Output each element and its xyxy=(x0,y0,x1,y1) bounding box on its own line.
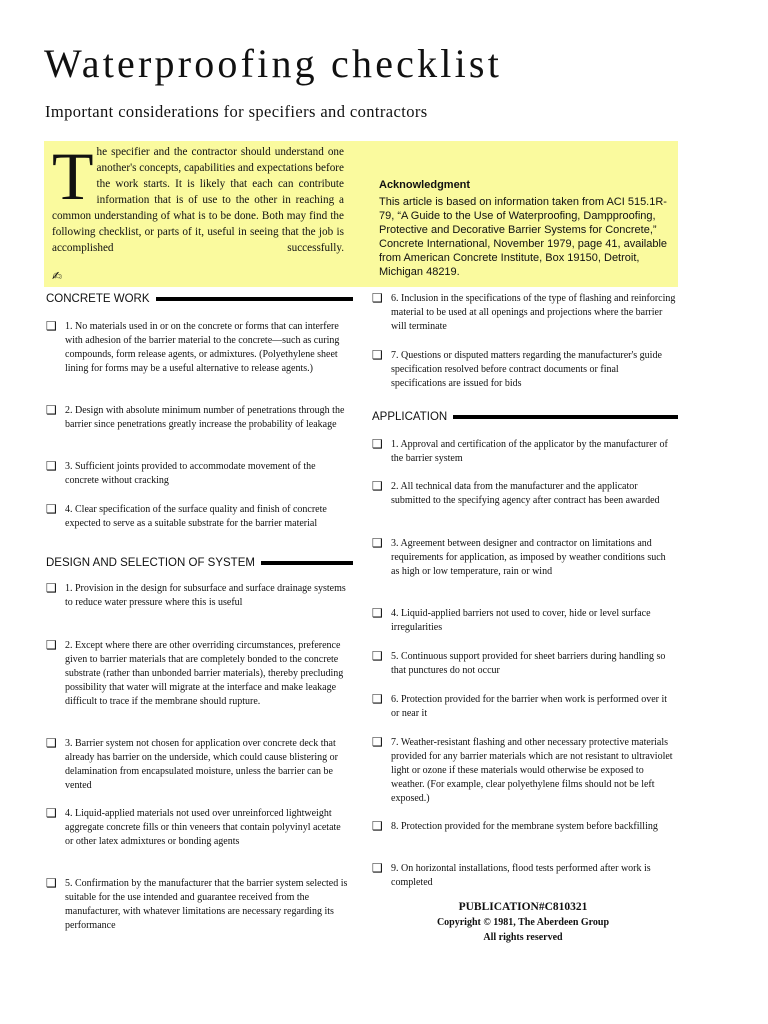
empty-checkbox-icon[interactable]: ❑ xyxy=(372,291,383,305)
checklist-item[interactable] xyxy=(46,737,349,793)
checklist-item-text: 5. Continuous support provided for sheet barriers during handling so that punctures do not occur xyxy=(391,651,666,676)
empty-checkbox-icon[interactable]: ❑ xyxy=(46,502,57,516)
checklist-item[interactable] xyxy=(46,404,347,432)
checklist-item-text: 3. Agreement between designer and contractor on limitations and requirements for application, as imposed by weather conditions such as high or low temperature, rain or wind xyxy=(391,538,666,577)
empty-checkbox-icon[interactable]: ❑ xyxy=(372,649,383,663)
page-title: Waterproofing checklist xyxy=(44,41,503,86)
checklist-item-text: 3. Sufficient joints provided to accommodate movement of the concrete without cracking xyxy=(65,461,316,486)
application-heading xyxy=(372,411,678,423)
empty-checkbox-icon[interactable]: ❑ xyxy=(372,819,383,833)
hand-write-icon: ✍ xyxy=(52,269,63,283)
empty-checkbox-icon[interactable]: ❑ xyxy=(46,736,57,750)
checklist-item[interactable] xyxy=(46,807,347,849)
empty-checkbox-icon[interactable]: ❑ xyxy=(372,735,383,749)
checklist-item[interactable] xyxy=(46,582,347,610)
empty-checkbox-icon[interactable]: ❑ xyxy=(46,806,57,820)
checklist-item[interactable] xyxy=(372,537,676,579)
checklist-item[interactable] xyxy=(372,349,676,391)
checklist-item[interactable] xyxy=(372,292,676,334)
drop-cap: T xyxy=(52,138,94,214)
concrete-work-heading xyxy=(46,293,353,305)
checklist-item-text: 1. Provision in the design for subsurface and surface drainage systems to reduce water pressure where this is useful xyxy=(65,583,346,608)
checklist-item[interactable] xyxy=(372,650,676,678)
section-rule xyxy=(453,415,678,419)
acknowledgment-heading: Acknowledgment xyxy=(379,179,471,191)
publication-number: PUBLICATION#C810321 xyxy=(458,901,588,913)
empty-checkbox-icon[interactable]: ❑ xyxy=(372,348,383,362)
checklist-item[interactable] xyxy=(372,820,676,834)
checklist-item[interactable] xyxy=(46,320,347,376)
checklist-item[interactable] xyxy=(372,607,676,635)
section-title: DESIGN AND SELECTION OF SYSTEM xyxy=(46,557,255,569)
checklist-item-text: 4. Liquid-applied barriers not used to cover, hide or level surface irregularities xyxy=(391,608,651,633)
checklist-item-text: 9. On horizontal installations, flood tests performed after work is completed xyxy=(391,863,651,888)
checklist-item[interactable] xyxy=(46,460,347,488)
rights-line: All rights reserved xyxy=(483,932,563,943)
checklist-item[interactable] xyxy=(46,503,347,531)
checklist-item-text: 7. Questions or disputed matters regarding the manufacturer's guide specification resolved before contract documents or final specifications are issued for bids xyxy=(391,350,662,389)
checklist-item[interactable] xyxy=(372,862,676,890)
checklist-item-text: 8. Protection provided for the membrane system before backfilling xyxy=(391,821,658,832)
section-title: CONCRETE WORK xyxy=(46,293,150,305)
page-subtitle: Important considerations for specifiers and contractors xyxy=(45,102,428,121)
checklist-item-text: 1. Approval and certification of the applicator by the manufacturer of the barrier system xyxy=(391,439,668,464)
checklist-item[interactable] xyxy=(46,639,349,709)
design-selection-heading xyxy=(46,557,353,569)
publication-info xyxy=(372,900,674,945)
checklist-item-text: 4. Clear specification of the surface quality and finish of concrete expected to serve as a suitable substrate for the barrier material xyxy=(65,504,327,529)
checklist-item[interactable] xyxy=(372,480,676,508)
checklist-item-text: 1. No materials used in or on the concrete or forms that can interfere with adhesion of the barrier material to the concrete—such as curing compounds, form release agents, or admixtures. (Polyethylene sheet lining for forms may be a useful alternative to release agents.) xyxy=(65,321,340,374)
checklist-item-text: 4. Liquid-applied materials not used over unreinforced lightweight aggregate concrete fills or thin veneers that contain polyvinyl acetate or other latex admixtures or bonding agents xyxy=(65,808,341,847)
empty-checkbox-icon[interactable]: ❑ xyxy=(372,437,383,451)
checklist-item[interactable] xyxy=(372,693,676,721)
checklist-item-text: 2. All technical data from the manufacturer and the applicator submitted to the specifying agency after contract has been awarded xyxy=(391,481,660,506)
empty-checkbox-icon[interactable]: ❑ xyxy=(46,403,57,417)
section-title: APPLICATION xyxy=(372,411,448,423)
checklist-item-text: 6. Inclusion in the specifications of the type of flashing and reinforcing material to be used at all openings and projections where the barrier will terminate xyxy=(391,293,676,332)
intro-text: he specifier and the contractor should understand one another's concepts, capabilities and expectations before the work starts. It is likely that each can contribute information that is of use to the other in reaching a common understanding of what is to be done. Both may find the following checklist, or parts of it, useful in seeing that the job is accomplished successfully. xyxy=(52,146,344,254)
checklist-item-text: 5. Confirmation by the manufacturer that the barrier system selected is suitable for the use intended and guarantee received from the manufacturer, with whatever limitations are necessary regarding its performance xyxy=(65,878,348,931)
section-rule xyxy=(261,561,353,565)
checklist-item[interactable] xyxy=(372,438,676,466)
copyright-line: Copyright © 1981, The Aberdeen Group xyxy=(436,917,610,928)
acknowledgment-text: This article is based on information taken from ACI 515.1R-79, “A Guide to the Use of Waterproofing, Dampproofing, Protective and Decorative Barrier Systems for Concrete,” Concrete International, November 1979, page 41, available from American Concrete Institute, Box 19150, Detroit, Michigan 48219. xyxy=(379,196,668,278)
empty-checkbox-icon[interactable]: ❑ xyxy=(372,861,383,875)
empty-checkbox-icon[interactable]: ❑ xyxy=(46,581,57,595)
intro-paragraph xyxy=(52,138,344,256)
checklist-item[interactable] xyxy=(46,877,349,933)
checklist-item-text: 7. Weather-resistant flashing and other necessary protective materials provided for any barrier materials which are not resistant to ultraviolet light or ozone if these materials would otherwise be exposed to weather. (For example, clear polyethylene films should not be left exposed.) xyxy=(391,737,673,804)
checklist-item[interactable] xyxy=(372,736,678,806)
checklist-item-text: 3. Barrier system not chosen for application over concrete deck that already has barrier on the underside, which could cause blistering or delamination from encapsulated moisture, unless the barrier can be vented xyxy=(65,738,338,791)
empty-checkbox-icon[interactable]: ❑ xyxy=(372,606,383,620)
acknowledgment-block xyxy=(379,178,674,279)
empty-checkbox-icon[interactable]: ❑ xyxy=(46,638,57,652)
checklist-item-text: 2. Design with absolute minimum number of penetrations through the barrier since penetrations greatly increase the probability of leakage xyxy=(65,405,345,430)
empty-checkbox-icon[interactable]: ❑ xyxy=(372,692,383,706)
checklist-item-text: 6. Protection provided for the barrier when work is performed over it or near it xyxy=(391,694,668,719)
empty-checkbox-icon[interactable]: ❑ xyxy=(372,479,383,493)
section-rule xyxy=(156,297,353,301)
empty-checkbox-icon[interactable]: ❑ xyxy=(372,536,383,550)
empty-checkbox-icon[interactable]: ❑ xyxy=(46,459,57,473)
empty-checkbox-icon[interactable]: ❑ xyxy=(46,319,57,333)
checklist-item-text: 2. Except where there are other overriding circumstances, preference given to barrier materials that are completely bonded to the concrete substrate (rather than unbonded barrier materials), thereby precluding possibility that water will migrate at the interface and make leakage difficult to trace if the membrane should rupture. xyxy=(65,640,344,707)
empty-checkbox-icon[interactable]: ❑ xyxy=(46,876,57,890)
